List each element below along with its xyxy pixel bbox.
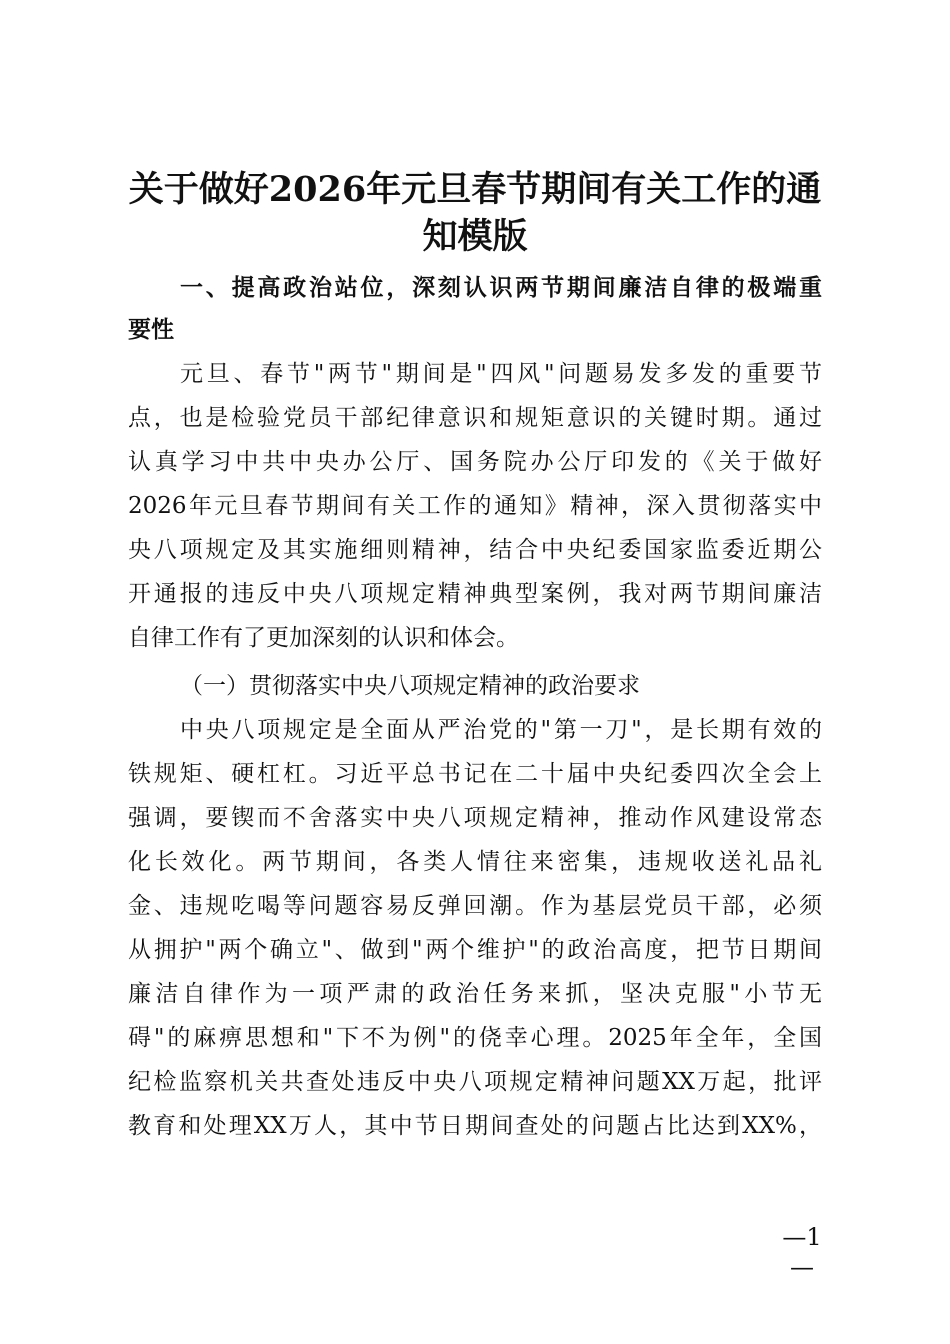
paragraph-2-line-10: 教育和处理XX万人，其中节日期间查处的问题占比达到XX%，	[128, 1113, 822, 1139]
paragraph-1-line-1: 元旦、春节"两节"期间是"四风"问题易发多发的重要节	[180, 361, 822, 387]
paragraph-2-line-1: 中央八项规定是全面从严治党的"第一刀"，是长期有效的	[180, 717, 822, 743]
paragraph-2-line-5: 金、违规吃喝等问题容易反弹回潮。作为基层党员干部，必须	[128, 893, 822, 919]
paragraph-1-line-5: 央八项规定及其实施细则精神，结合中央纪委国家监委近期公	[128, 537, 822, 563]
paragraph-2-line-7: 廉洁自律作为一项严肃的政治任务来抓，坚决克服"小节无	[128, 981, 822, 1007]
paragraph-1-line-7: 自律工作有了更加深刻的认识和体会。	[128, 625, 519, 651]
page-number: —1—	[782, 1223, 822, 1281]
paragraph-1-line-2: 点，也是检验党员干部纪律意识和规矩意识的关键时期。通过	[128, 405, 822, 431]
section-heading-line-2: 要性	[128, 317, 174, 343]
paragraph-2-line-6: 从拥护"两个确立"、做到"两个维护"的政治高度，把节日期间	[128, 937, 822, 963]
section-heading-line-1: 一、提高政治站位，深刻认识两节期间廉洁自律的极端重	[180, 275, 822, 301]
paragraph-2-line-2: 铁规矩、硬杠杠。习近平总书记在二十届中央纪委四次全会上	[128, 761, 822, 787]
paragraph-2-line-4: 化长效化。两节期间，各类人情往来密集，违规收送礼品礼	[128, 849, 822, 875]
paragraph-1-line-4: 2026年元旦春节期间有关工作的通知》精神，深入贯彻落实中	[128, 493, 822, 519]
title-line-1: 关于做好2026年元旦春节期间有关工作的通	[128, 169, 822, 210]
paragraph-1-line-3: 认真学习中共中央办公厅、国务院办公厅印发的《关于做好	[128, 449, 822, 475]
paragraph-2-line-8: 碍"的麻痹思想和"下不为例"的侥幸心理。2025年全年，全国	[128, 1025, 822, 1051]
document-title	[128, 166, 822, 260]
subheading-1: （一）贯彻落实中央八项规定精神的政治要求	[180, 673, 640, 699]
title-line-2: 知模版	[422, 216, 528, 257]
paragraph-2-line-9: 纪检监察机关共查处违反中央八项规定精神问题XX万起，批评	[128, 1069, 822, 1095]
paragraph-2-line-3: 强调，要锲而不舍落实中央八项规定精神，推动作风建设常态	[128, 805, 822, 831]
paragraph-1-line-6: 开通报的违反中央八项规定精神典型案例，我对两节期间廉洁	[128, 581, 822, 607]
